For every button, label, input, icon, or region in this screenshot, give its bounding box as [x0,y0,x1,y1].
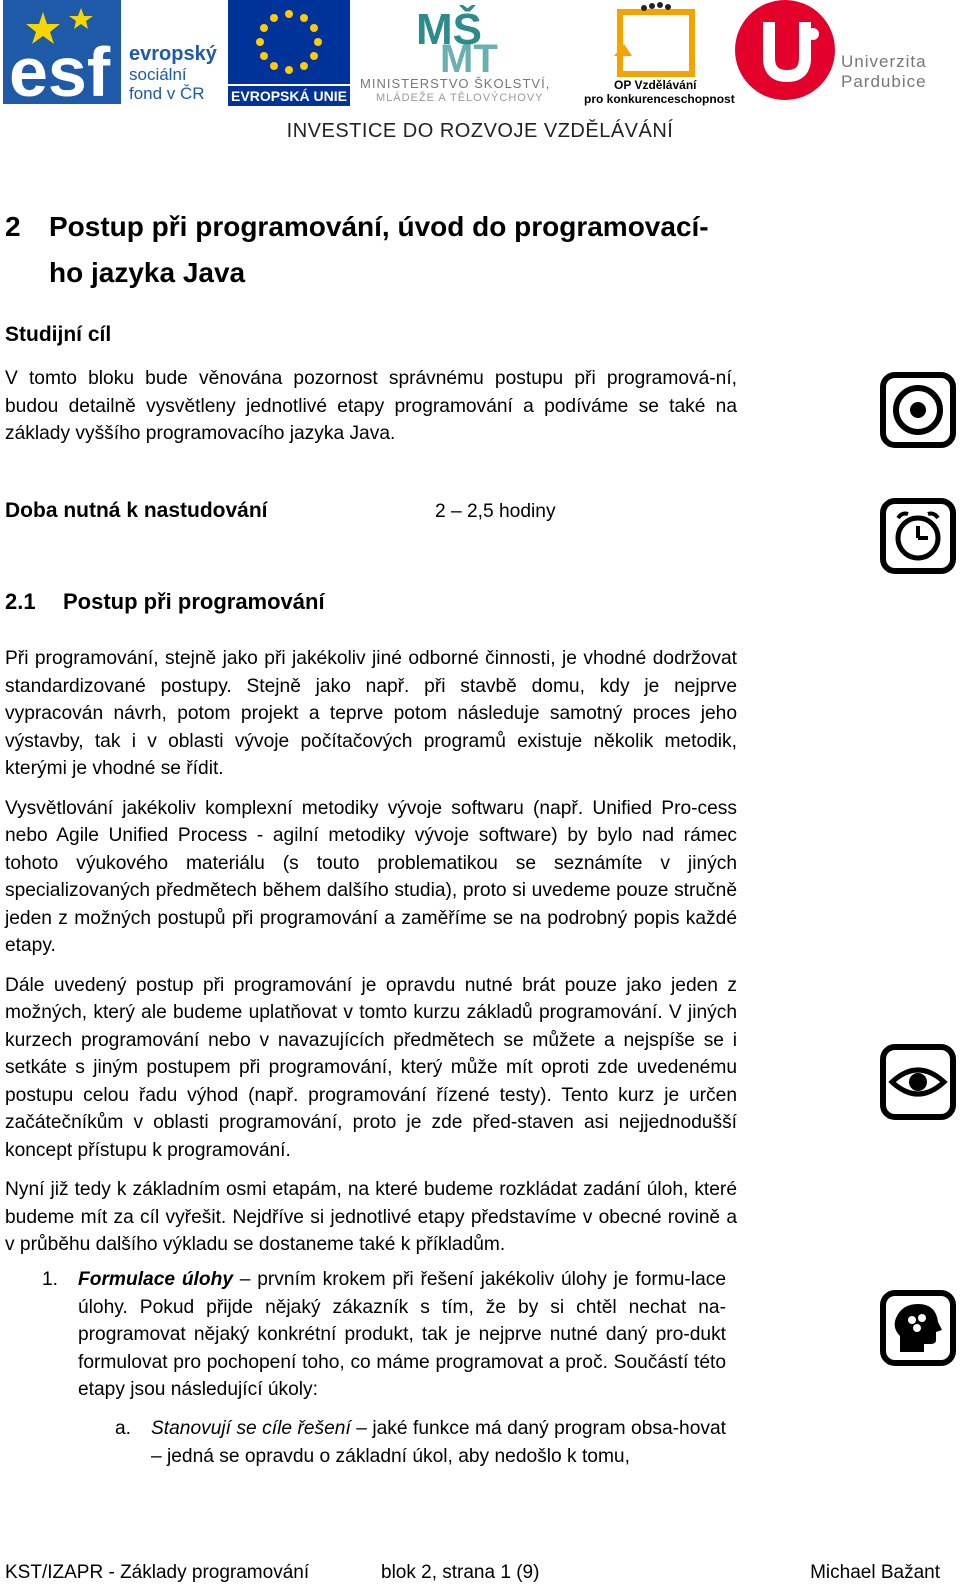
section-heading [5,589,737,615]
upce-circle-icon [735,0,835,100]
esf-logo [3,0,218,108]
list-term: Stanovují se cíle řešení [151,1418,351,1439]
banner-text: INVESTICE DO ROZVOJE VZDĚLÁVÁNÍ [286,120,674,142]
steps-list [42,1266,726,1404]
list-text: – jaké funkce má daný program obsa-hovat – jedná se opravdu o základní úkol, aby nedošlo k tomu, [151,1418,726,1467]
head-brain-icon [880,1290,956,1366]
list-item [42,1266,726,1404]
esf-text-3: fond v ČR [129,84,205,103]
msmt-text-1: MINISTERSTVO ŠKOLSTVÍ, [360,76,551,91]
chapter-number: 2 [5,211,21,242]
list-item [115,1415,726,1470]
msmt-logo [360,0,576,108]
op-text-1: OP Vzdělávání [614,78,697,92]
eu-caption: EVROPSKÁ UNIE [228,86,350,106]
msmt-text-2: MLÁDEŽE A TĚLOVÝCHOVY [376,92,544,104]
target-icon [880,372,956,448]
goal-heading: Studijní cíl [5,323,112,346]
list-text: – prvním krokem při řešení jakékoliv úlohy je formu-lace úlohy. Pokud přijde nějaký zákazník s tím, že by si chtěl nechat na-programovat nějaký konkrétní produkt, tak je nejprve nutné daný pro-dukt formulovat pro pochopení toho, co máme programovat a proč. Součástí této etapy jsou následující úkoly: [78,1269,726,1400]
list-marker: a. [115,1418,132,1439]
op-logo [584,0,735,108]
list-term: Formulace úlohy [78,1269,233,1290]
paragraph-2: Vysvětlování jakékoliv komplexní metodiky vývoje softwaru (např. Unified Pro-cess nebo Agile Unified Process - agilní metodiky vývoje software) by bylo nad rámec tohoto výukového materiálu (s touto problematikou se seznámíte v jiných specializovaných předmětech během dalšího studia), proto si uvedeme pouze stručně jeden z možných postupů při programování a zaměříme se na podrobný popis každé etapy. [5,797,737,956]
upce-text-1: Univerzita [841,52,927,71]
section-title: Postup při programování [63,589,325,614]
sub-list [115,1415,726,1470]
op-graphic-icon [584,0,724,80]
esf-text-1: evropský [129,43,217,65]
svg-text:esf: esf [9,33,111,108]
goal-text: V tomto bloku bude věnována pozornost správnému postupu při programová-ní, budou detailně vysvětleny jednotlivé etapy programování a podíváme se také na základy vyššího programovacího jazyka Java. [5,368,737,444]
svg-text:MŠ: MŠ [416,5,482,54]
footer-author: Michael Bažant [810,1562,940,1583]
clock-icon [880,498,956,574]
eu-logo [228,0,350,108]
footer-course: KST/IZAPR - Základy programování [5,1562,310,1583]
eye-icon [880,1044,956,1120]
upce-text-2: Pardubice [841,72,927,91]
esf-text-2: sociální [129,65,187,84]
footer-page: blok 2, strana 1 (9) [381,1562,540,1583]
chapter-title-line-1: Postup při programování, úvod do programovací- [49,211,709,242]
time-label: Doba nutná k nastudování [5,499,268,522]
svg-text:MT: MT [440,37,498,76]
section-number: 2.1 [5,589,36,614]
list-marker: 1. [42,1269,59,1290]
chapter-title [5,204,737,296]
msmt-monogram-icon [360,0,576,76]
eu-flag-icon [228,0,350,84]
upce-logo [735,0,935,108]
chapter-title-line-2: ho jazyka Java [49,257,246,288]
op-text-2: pro konkurenceschopnost [584,92,735,106]
paragraph-3: Dále uvedený postup při programování je opravdu nutné brát pouze jako jeden z možných, který ale budeme uplatňovat v tomto kurzu základů programování. V jiných kurzech programování nebo v navazujících předmětech se můžete a nejspíše se i setkáte s jiným postupem při programování, který může mít oproti zde uvedenému postupu celou řadu výhod (např. programování řízené testy). Tento kurz je určen začátečníkům v oblasti programování, proto je zde před-staven asi nejjednodušší koncept přístupu k programování. [5,974,737,1161]
paragraph-4: Nyní již tedy k základním osmi etapám, na které budeme rozkládat zadání úloh, které budeme mít za cíl vyřešit. Nejdříve si jednotlivé etapy představíme v obecné rovině a v průběhu dalšího výkladu se dostaneme také k příkladům. [5,1179,737,1255]
time-value: 2 – 2,5 hodiny [435,501,556,522]
paragraph-1: Při programování, stejně jako při jakékoliv jiné odborné činnosti, je vhodné dodržovat standardizované postupy. Stejně jako např. při stavbě domu, kdy je nejprve vypracován návrh, potom projekt a teprve potom následuje samotný proces jeho výstavby, tak i v oblasti vývoje počítačových programů existuje několik metodik, kterými je vhodné se řídit. [5,648,737,779]
